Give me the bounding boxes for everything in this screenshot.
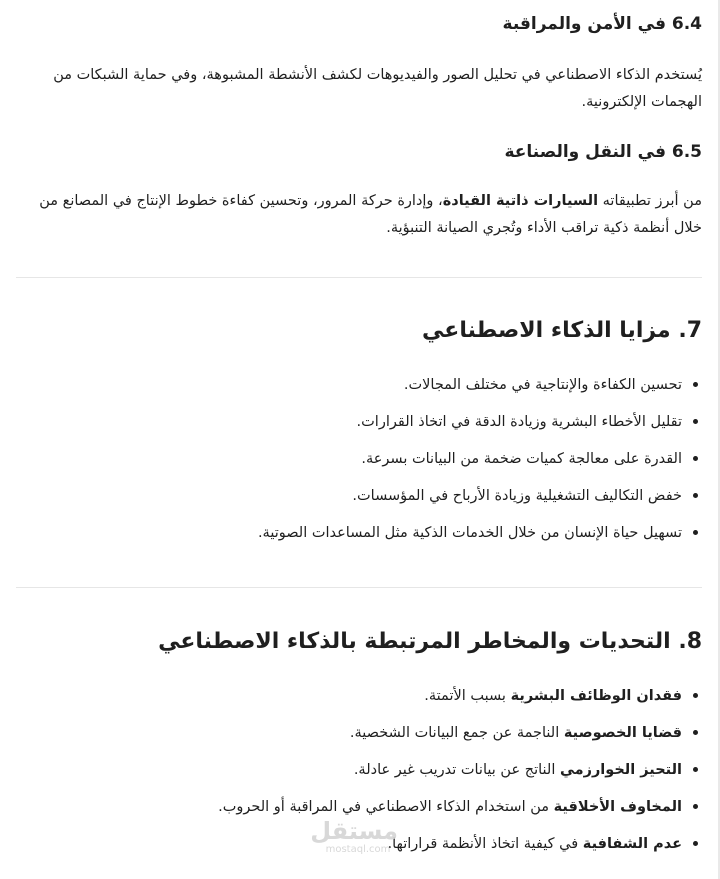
advantages-list [16, 374, 702, 559]
list-item-text: من استخدام الذكاء الاصطناعي في المراقبة أو الحروب. [218, 799, 554, 815]
section-6-5-text-bold: السيارات ذاتية القيادة [442, 193, 599, 209]
bullet-icon [693, 530, 698, 535]
list-item-bold: فقدان الوظائف البشرية [510, 688, 682, 704]
section-divider [16, 277, 702, 278]
list-item-text: في كيفية اتخاذ الأنظمة قراراتها. [387, 836, 583, 852]
bullet-icon [693, 456, 698, 461]
list-item-text: خفض التكاليف التشغيلية وزيادة الأرباح في المؤسسات. [352, 488, 682, 504]
watermark-latin: mostaql.com [325, 844, 391, 855]
mostaql-watermark [310, 817, 398, 856]
section-6-4-heading: 6.4 في الأمن والمراقبة [502, 14, 702, 34]
watermark-arabic: مستقل [310, 817, 398, 845]
bullet-icon [693, 382, 698, 387]
list-item-text: بسبب الأتمتة. [424, 688, 511, 704]
list-item-text: الناتج عن بيانات تدريب غير عادلة. [353, 762, 560, 778]
list-item-text: القدرة على معالجة كميات ضخمة من البيانات بسرعة. [361, 451, 682, 467]
list-item [16, 448, 702, 485]
list-item-bold: التحيز الخوارزمي [559, 762, 682, 778]
list-item [16, 759, 702, 796]
list-item [16, 374, 702, 411]
bullet-icon [693, 493, 698, 498]
section-divider [16, 587, 702, 588]
list-item-text: تحسين الكفاءة والإنتاجية في مختلف المجالات. [403, 377, 682, 393]
section-6-5-heading: 6.5 في النقل والصناعة [504, 142, 702, 162]
bullet-icon [693, 767, 698, 772]
section-6-4-paragraph: يُستخدم الذكاء الاصطناعي في تحليل الصور والفيديوهات لكشف الأنشطة المشبوهة، وفي حماية الشبكات من الهجمات الإلكترونية. [53, 67, 702, 110]
list-item [16, 685, 702, 722]
list-item-text: تسهيل حياة الإنسان من خلال الخدمات الذكية مثل المساعدات الصوتية. [257, 525, 682, 541]
list-item-bold: المخاوف الأخلاقية [553, 799, 682, 815]
section-6-5-paragraph [16, 188, 702, 242]
bullet-icon [693, 419, 698, 424]
list-item [16, 522, 702, 559]
bullet-icon [693, 693, 698, 698]
bullet-icon [693, 730, 698, 735]
section-6-5-text-after: ، وإدارة حركة المرور، وتحسين كفاءة خطوط الإنتاج في المصانع من خلال أنظمة ذكية تراقب الأداء وتُجري الصيانة التنبؤية. [39, 193, 702, 236]
section-8-heading: 8. التحديات والمخاطر المرتبطة بالذكاء الاصطناعي [158, 629, 702, 654]
list-item-bold: عدم الشفافية [582, 836, 682, 852]
bullet-icon [693, 804, 698, 809]
list-item [16, 411, 702, 448]
list-item-text: الناجمة عن جمع البيانات الشخصية. [349, 725, 564, 741]
section-6-5-text-before: من أبرز تطبيقاته [598, 193, 702, 209]
bullet-icon [693, 841, 698, 846]
list-item-bold: قضايا الخصوصية [563, 725, 682, 741]
list-item [16, 485, 702, 522]
section-7-heading: 7. مزايا الذكاء الاصطناعي [422, 318, 702, 343]
list-item [16, 722, 702, 759]
list-item-text: تقليل الأخطاء البشرية وزيادة الدقة في اتخاذ القرارات. [356, 414, 682, 430]
